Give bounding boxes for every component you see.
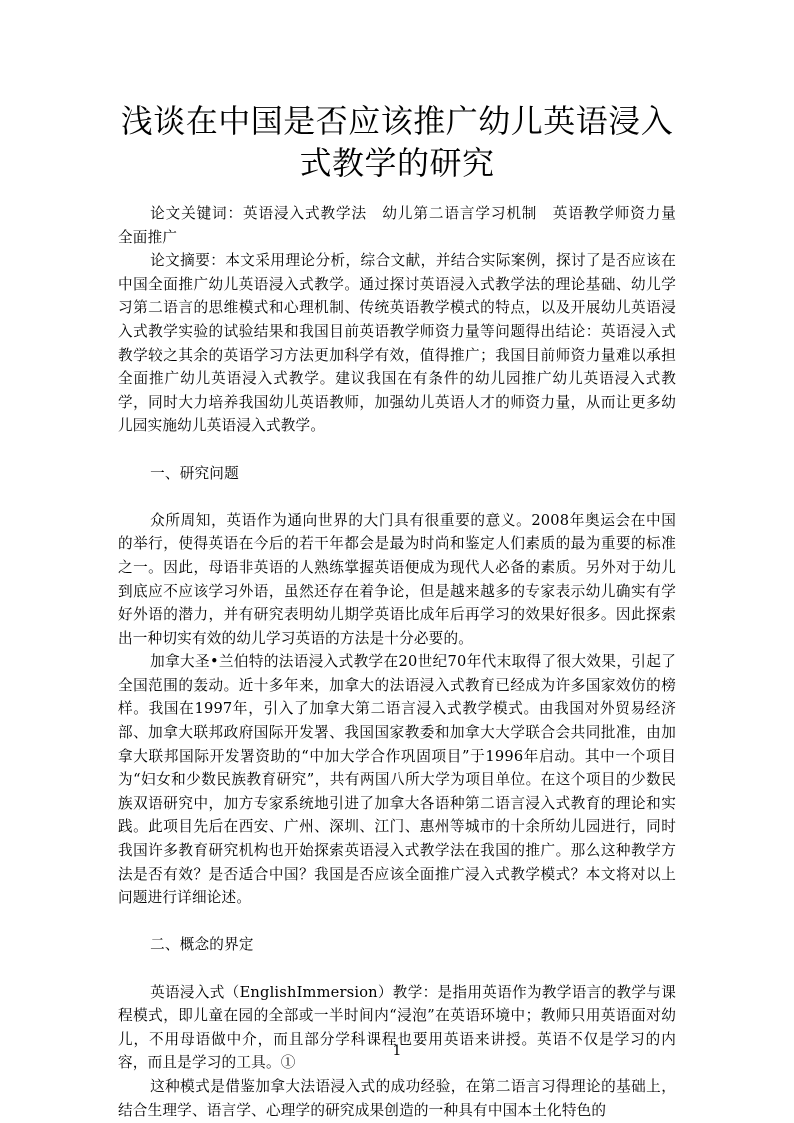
body-paragraph: 加拿大圣•兰伯特的法语浸入式教学在20世纪70年代末取得了很大效果，引起了全国范围的轰动。近十多年来，加拿大的法语浸入式教育已经成为许多国家效仿的榜样。我国在1997年，引入了加拿大第二语言浸入式教学模式。由我国对外贸易经济部、加拿大联邦政府国际开发署、我国国家教委和加拿大大学联合会共同批准，由加拿大联邦国际开发署资助的“中加大学合作巩固项目”于1996年启动。其中一个项目为“妇女和少数民族教育研究”，共有两国八所大学为项目单位。在这个项目的少数民族双语研究中，加方专家系统地引进了加拿大各语种第二语言浸入式教育的理论和实践。此项目先后在西安、广州、深圳、江门、惠州等城市的十余所幼儿园进行，同时我国许多教育研究机构也开始探索英语浸入式教学法在我国的推广。那么这种教学方法是否有效？是否适合中国？我国是否应该全面推广浸入式教学模式？本文将对以上问题进行详细论述。 <box>118 653 676 907</box>
keywords-paragraph: 论文关键词：英语浸入式教学法 幼儿第二语言学习机制 英语教学师资力量 全面推广 <box>118 205 691 246</box>
body-paragraph: 众所周知，英语作为通向世界的大门具有很重要的意义。2008年奥运会在中国的举行，使得英语在今后的若干年都会是最为时尚和鉴定人们素质的最为重要的标准之一。因此，母语非英语的人熟练掌握英语便成为现代人必备的素质。另外对于幼儿到底应不应该学习外语，虽然还存在着争论，但是越来越多的专家表示幼儿确实有学好外语的潜力，并有研究表明幼儿期学英语比成年后再学习的效果好很多。因此探索出一种切实有效的幼儿学习英语的方法是十分必要的。 <box>118 511 676 647</box>
body-paragraph: 这种模式是借鉴加拿大法语浸入式的成功经验，在第二语言习得理论的基础上，结合生理学、语言学、心理学的研究成果创造的一种具有中国本土化特色的 <box>118 1077 676 1119</box>
page-title: 浅谈在中国是否应该推广幼儿英语浸入式教学的研究 <box>120 102 674 182</box>
spacer <box>118 485 676 509</box>
body-paragraph: 英语浸入式（EnglishImmersion）教学：是指用英语作为教学语言的教学与课程模式，即儿童在园的全部或一半时间内“浸泡”在英语环境中；教师只用英语面对幼儿，不用母语做中介，而且部分学科课程也要用英语来讲授。英语不仅是学习的内容，而且是学习的工具。① <box>118 983 676 1072</box>
section-heading: 二、概念的界定 <box>150 936 254 954</box>
page-number: 1 <box>392 1043 402 1059</box>
spacer <box>118 910 676 934</box>
abstract-paragraph: 论文摘要：本文采用理论分析，综合文献，并结合实际案例，探讨了是否应该在中国全面推广幼儿英语浸入式教学。通过探讨英语浸入式教学法的理论基础、幼儿学习第二语言的思维模式和心理机制、传统英语教学模式的特点，以及开展幼儿英语浸入式教学实验的试验结果和我国目前英语教学师资力量等问题得出结论：英语浸入式教学较之其余的英语学习方法更加科学有效，值得推广；我国目前师资力量难以承担全面推广幼儿英语浸入式教学。建议我国在有条件的幼儿园推广幼儿英语浸入式教学，同时大力培养我国幼儿英语教师，加强幼儿英语人才的师资力量，从而让更多幼儿园实施幼儿英语浸入式教学。 <box>118 252 676 435</box>
spacer <box>118 957 676 981</box>
spacer <box>118 438 676 462</box>
section-heading: 一、研究问题 <box>150 464 239 482</box>
document-body <box>118 202 691 1122</box>
